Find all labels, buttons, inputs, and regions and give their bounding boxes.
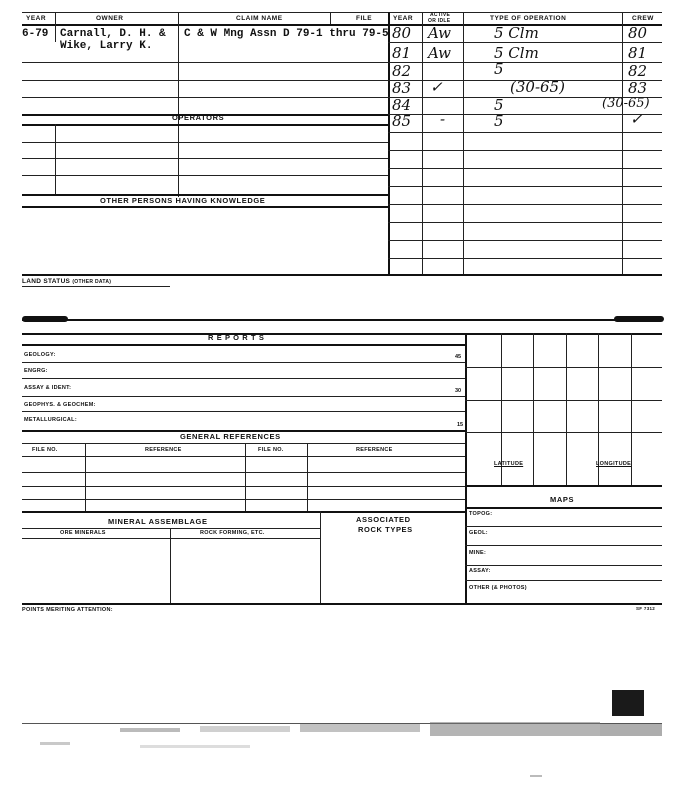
form-number: SF 7312 xyxy=(636,606,656,611)
claim-name-header: CLAIM NAME xyxy=(236,15,283,22)
associated-rock-types-1: ASSOCIATED xyxy=(356,515,411,524)
owner-entry-line1: Carnall, D. H. & xyxy=(60,28,166,40)
file-header: FILE xyxy=(356,15,373,22)
ref-reference-1: REFERENCE xyxy=(145,447,182,453)
log-crew: 81 xyxy=(628,44,648,62)
geophys-label: GEOPHYS. & GEOCHEM: xyxy=(24,402,96,408)
latitude-label: LATITUDE xyxy=(494,461,524,467)
ref-file-no-2: FILE NO. xyxy=(258,447,284,453)
log-type: 5 xyxy=(494,60,504,78)
num-45: 45 xyxy=(455,354,462,360)
log-type: 5 xyxy=(494,112,504,130)
reports-title: R E P O R T S xyxy=(208,333,265,342)
log-year: 83 xyxy=(392,79,412,97)
owner-entry-line2: Wike, Larry K. xyxy=(60,40,153,52)
log-year: 80 xyxy=(392,24,412,42)
log-type: 5 Clm xyxy=(494,24,539,42)
ref-reference-2: REFERENCE xyxy=(356,447,393,453)
log-type: 5 Clm xyxy=(494,44,539,62)
mineral-assemblage-title: MINERAL ASSEMBLAGE xyxy=(108,517,208,526)
active-idle-header-1: ACTIVE xyxy=(430,12,451,18)
maps-title: MAPS xyxy=(550,495,575,504)
log-status: - xyxy=(440,110,446,128)
log-crew: 80 xyxy=(628,24,648,42)
log-year: 81 xyxy=(392,44,412,62)
log-year: 84 xyxy=(392,96,412,114)
year2-header: YEAR xyxy=(393,15,414,22)
log-crew: 82 xyxy=(628,62,648,80)
log-crew: ✓ xyxy=(630,110,643,128)
type-of-operation-header: TYPE OF OPERATION xyxy=(490,15,567,22)
maps-assay: ASSAY: xyxy=(469,568,491,574)
assay-label: ASSAY & IDENT: xyxy=(24,385,72,391)
year-header: YEAR xyxy=(26,15,47,22)
log-year: 85 xyxy=(392,112,412,130)
other-persons-title: OTHER PERSONS HAVING KNOWLEDGE xyxy=(100,196,266,205)
rock-forming-header: ROCK FORMING, ETC. xyxy=(200,530,265,536)
land-status-label: LAND STATUS (OTHER DATA) xyxy=(22,278,112,285)
log-type: (30-65) xyxy=(510,78,565,96)
engrg-label: ENGRG: xyxy=(24,368,48,374)
log-crew: 83 xyxy=(628,79,648,97)
num-30: 30 xyxy=(455,388,462,394)
crew-header: CREW xyxy=(632,15,654,22)
log-type: 5 xyxy=(494,96,504,114)
maps-other: OTHER (& PHOTOS) xyxy=(469,585,527,591)
owner-header: OWNER xyxy=(96,15,124,22)
active-idle-header-2: OR IDLE xyxy=(428,18,451,24)
operators-title: OPERATORS xyxy=(172,113,225,122)
log-status: Aw xyxy=(428,24,451,42)
associated-rock-types-2: ROCK TYPES xyxy=(358,525,413,534)
owner-entry-year: 6-79 xyxy=(22,28,49,40)
dark-square xyxy=(612,690,644,716)
ore-minerals-header: ORE MINERALS xyxy=(60,530,106,536)
points-meriting-label: POINTS MERITING ATTENTION: xyxy=(22,607,113,613)
num-15: 15 xyxy=(457,422,464,428)
maps-geol: GEOL: xyxy=(469,530,488,536)
ref-file-no-1: FILE NO. xyxy=(32,447,58,453)
log-status: ✓ xyxy=(430,78,443,96)
owner-entry-claim: C & W Mng Assn D 79-1 thru 79-5 xyxy=(184,28,389,40)
log-status: Aw xyxy=(428,44,451,62)
general-references-title: GENERAL REFERENCES xyxy=(180,432,281,441)
maps-topog: TOPOG: xyxy=(469,511,493,517)
log-crew: (30-65) xyxy=(602,96,650,111)
geology-label: GEOLOGY: xyxy=(24,352,56,358)
metallurgical-label: METALLURGICAL: xyxy=(24,417,77,423)
log-year: 82 xyxy=(392,62,412,80)
longitude-label: LONGITUDE xyxy=(596,461,632,467)
maps-mine: MINE: xyxy=(469,550,487,556)
